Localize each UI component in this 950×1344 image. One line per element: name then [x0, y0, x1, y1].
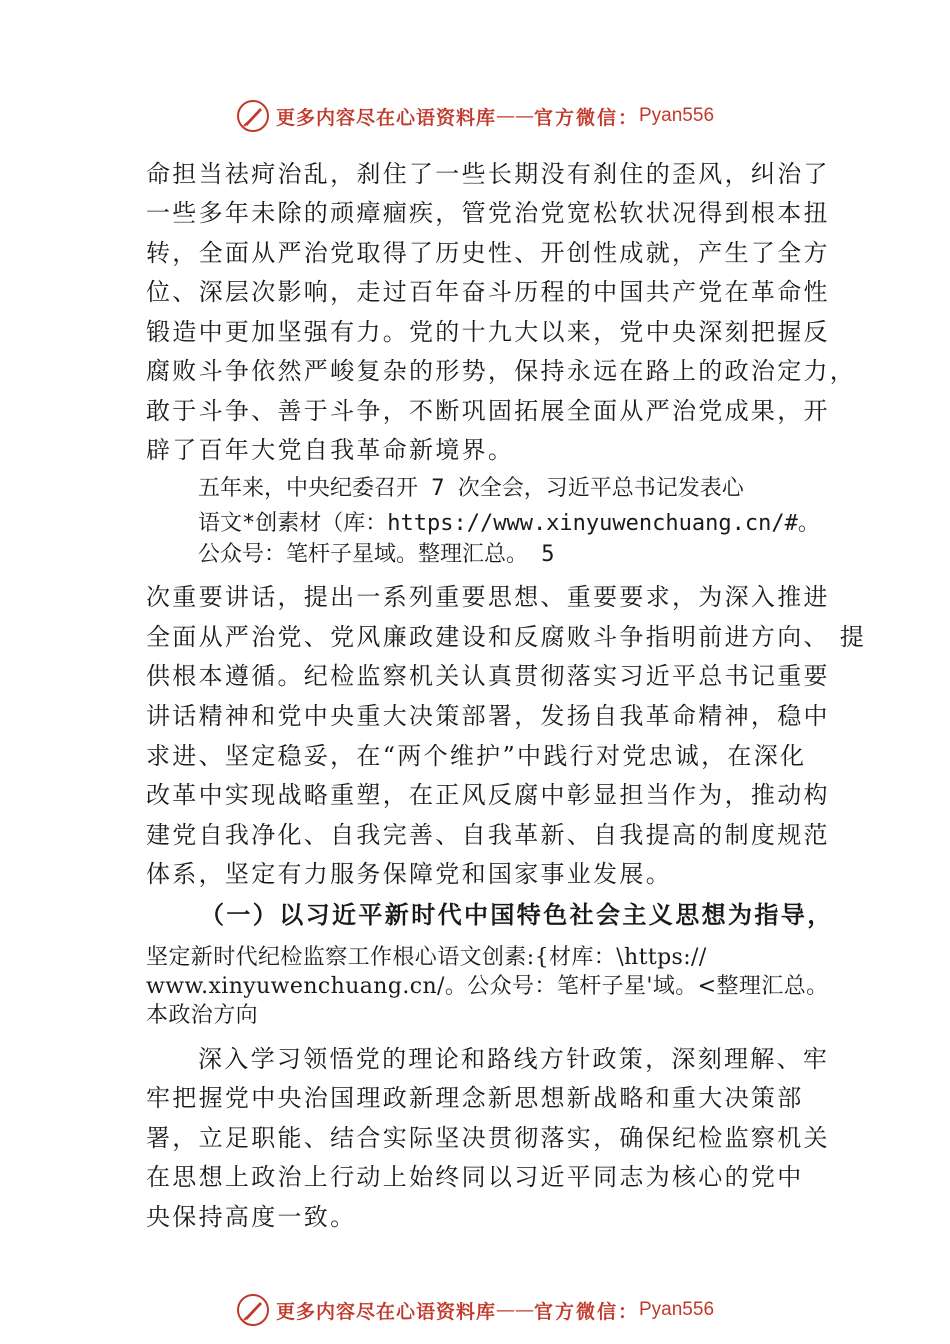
quill-logo-icon	[236, 99, 270, 133]
footer-wechat-id: Pyan556	[639, 1299, 715, 1320]
paragraph-line: 本政治方向	[146, 1003, 259, 1028]
paragraph-line: 坚定新时代纪检监察工作根心语文创素:{材库：\https://	[146, 945, 707, 970]
paragraph-line: 敢于斗争、善于斗争，不断巩固拓展全面从严治党成果，开	[146, 397, 830, 425]
paragraph-line: www.xinyuwenchuang.cn/。公众号：笔杆子星'域。<整理汇总。	[146, 974, 829, 999]
paragraph-line: 位、深层次影响，走过百年奋斗历程的中国共产党在革命性	[146, 278, 830, 306]
paragraph-line: 公众号：笔杆子星域。整理汇总。 5	[198, 542, 555, 567]
header-wechat-label: 官方微信：	[533, 106, 639, 129]
paragraph-line: 牢把握党中央治国理政新理念新思想新战略和重大决策部	[146, 1084, 804, 1112]
paragraph-line: 辟了百年大党自我革命新境界。	[146, 436, 515, 464]
paragraph-line: 改革中实现战略重塑，在正风反腐中彰显担当作为，推动构	[146, 781, 830, 809]
paragraph-line: 语文*创素材（库：https://www.xinyuwenchuang.cn/#。	[198, 511, 820, 536]
footer-wechat-label: 官方微信：	[533, 1300, 639, 1323]
paragraph-line: 讲话精神和党中央重大决策部署，发扬自我革命精神，稳中	[146, 702, 830, 730]
paragraph-line: 腐败斗争依然严峻复杂的形势，保持永远在路上的政治定力，	[146, 357, 857, 385]
paragraph-line: 锻造中更加坚强有力。党的十九大以来，党中央深刻把握反	[146, 318, 830, 346]
paragraph-line: 五年来，中央纪委召开 7 次全会，习近平总书记发表心	[198, 476, 744, 501]
section-heading: （一）以习近平新时代中国特色社会主义思想为指导，	[200, 900, 834, 929]
header-banner-separator: ——	[495, 105, 534, 127]
quill-logo-icon	[236, 1293, 270, 1327]
footer-banner-text: 更多内容尽在心语资料库	[275, 1300, 496, 1323]
paragraph-line: 次重要讲话，提出一系列重要思想、重要要求，为深入推进	[146, 583, 830, 611]
paragraph-line: 体系，坚定有力服务保障党和国家事业发展。	[146, 860, 672, 888]
footer-banner-separator: ——	[495, 1299, 534, 1321]
paragraph-line: 转，全面从严治党取得了历史性、开创性成就，产生了全方	[146, 239, 830, 267]
paragraph-line: 建党自我净化、自我完善、自我革新、自我提高的制度规范	[146, 821, 830, 849]
paragraph-line: 在思想上政治上行动上始终同以习近平同志为核心的党中	[146, 1163, 804, 1191]
footer-banner	[0, 1290, 950, 1330]
paragraph-line: 署，立足职能、结合实际坚决贯彻落实，确保纪检监察机关	[146, 1124, 830, 1152]
paragraph-line: 央保持高度一致。	[146, 1203, 357, 1231]
header-banner	[0, 96, 950, 136]
paragraph-line: 求进、坚定稳妥，在“两个维护”中践行对党忠诚，在深化	[146, 742, 807, 770]
header-wechat-id: Pyan556	[639, 105, 715, 126]
paragraph-line: 全面从严治党、党风廉政建设和反腐败斗争指明前进方向、 提	[146, 623, 867, 651]
paragraph-line: 深入学习领悟党的理论和路线方针政策，深刻理解、牢	[198, 1045, 830, 1073]
paragraph-line: 命担当祛疴治乱，刹住了一些长期没有刹住的歪风，纠治了	[146, 160, 830, 188]
header-banner-text: 更多内容尽在心语资料库	[275, 106, 496, 129]
paragraph-line: 一些多年未除的顽瘴痼疾，管党治党宽松软状况得到根本扭	[146, 199, 830, 227]
paragraph-line: 供根本遵循。纪检监察机关认真贯彻落实习近平总书记重要	[146, 662, 830, 690]
